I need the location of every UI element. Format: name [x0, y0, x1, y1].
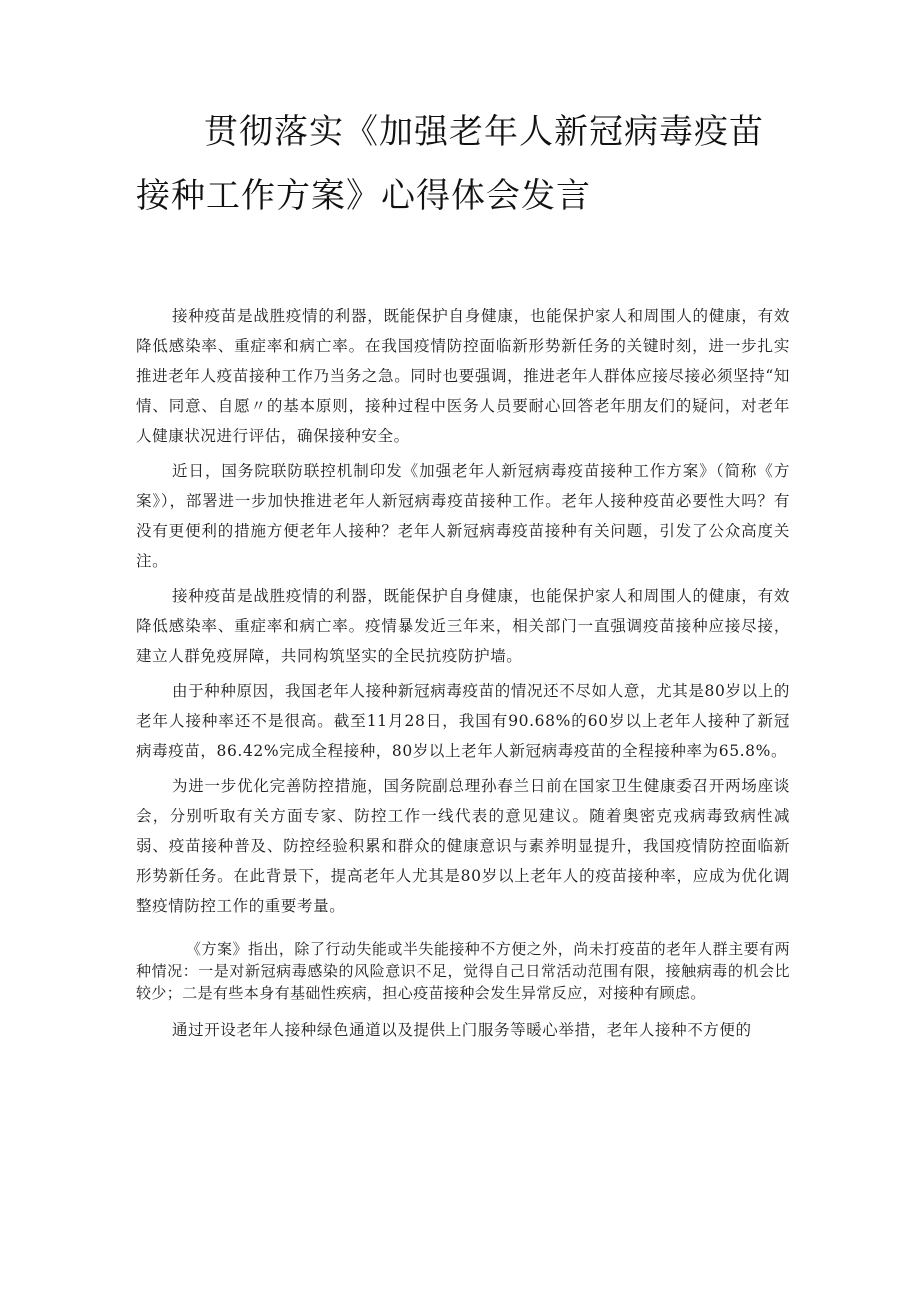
paragraph-7: 通过开设老年人接种绿色通道以及提供上门服务等暖心举措，老年人接种不方便的 — [172, 1021, 752, 1039]
paragraph-4: 由于种种原因，我国老年人接种新冠病毒疫苗的情况还不尽如人意，尤其是80岁以上的老年人接种率还不是很高。截至11月28日，我国有90.68%的60岁以上老年人接种了新冠病毒疫苗，86.42%完成全程接种，80岁以上老年人新冠病毒疫苗的全程接种率为65.8%。 — [136, 682, 790, 760]
paragraph-6: 《方案》指出，除了行动失能或半失能接种不方便之外，尚未打疫苗的老年人群主要有两种情况：一是对新冠病毒感染的风险意识不足，觉得自己日常活动范围有限，接触病毒的机会比较少；二是有些本身有基础性疾病，担心疫苗接种会发生异常反应，对接种有顾虑。 — [136, 940, 790, 1002]
paragraph-5: 为进一步优化完善防控措施，国务院副总理孙春兰日前在国家卫生健康委召开两场座谈会，分别听取有关方面专家、防控工作一线代表的意见建议。随着奥密克戎病毒致病性减弱、疫苗接种普及、防控经验积累和群众的健康意识与素养明显提升，我国疫情防控面临新形势新任务。在此背景下，提高老年人尤其是80岁以上老年人的疫苗接种率，应成为优化调整疫情防控工作的重要考量。 — [136, 777, 790, 915]
document-title: 贯彻落实《加强老年人新冠病毒疫苗接种工作方案》心得体会发言 — [136, 112, 764, 216]
paragraph-3: 接种疫苗是战胜疫情的利器，既能保护自身健康，也能保护家人和周围人的健康，有效降低感染率、重症率和病亡率。疫情暴发近三年来，相关部门一直强调疫苗接种应接尽接，建立人群免疫屏障，共同构筑坚实的全民抗疫防护墙。 — [136, 587, 790, 665]
paragraph-2: 近日，国务院联防联控机制印发《加强老年人新冠病毒疫苗接种工作方案》（简称《方案》），部署进一步加快推进老年人新冠病毒疫苗接种工作。老年人接种疫苗必要性大吗？有没有更便利的措施方便老年人接种？老年人新冠病毒疫苗接种有关问题，引发了公众高度关注。 — [136, 462, 790, 570]
document-body — [136, 301, 790, 1045]
paragraph-1: 接种疫苗是战胜疫情的利器，既能保护自身健康，也能保护家人和周围人的健康，有效降低感染率、重症率和病亡率。在我国疫情防控面临新形势新任务的关键时刻，进一步扎实推进老年人疫苗接种工作乃当务之急。同时也要强调，推进老年人群体应接尽接必须坚持“知情、同意、自愿〃的基本原则，接种过程中医务人员要耐心回答老年朋友们的疑问，对老年人健康状况进行评估，确保接种安全。 — [136, 307, 790, 445]
